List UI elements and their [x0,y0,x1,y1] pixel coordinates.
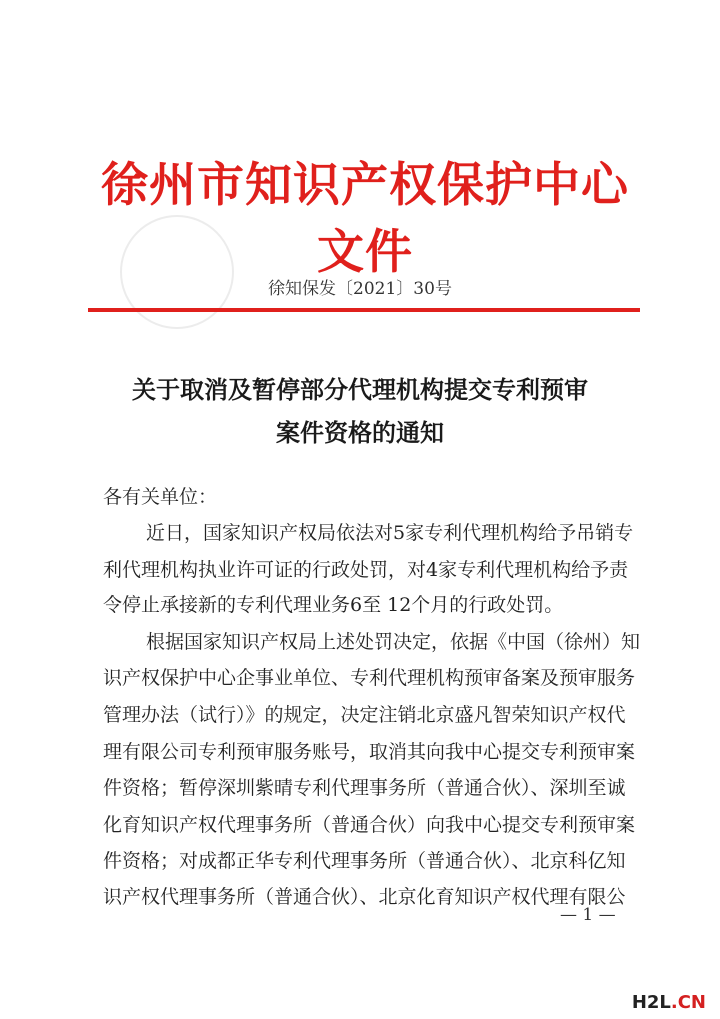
site-watermark [632,992,706,1013]
body-line: 管理办法（试行）》的规定，决定注销北京盛凡智荣知识产权代 [103,704,626,726]
body-line: 令停止承接新的专利代理业务6至 12个月的行政处罚。 [103,594,564,616]
red-divider [88,308,640,312]
body-line: 化育知识产权代理事务所（普通合伙）向我中心提交专利预审案 [103,814,636,836]
body-line: 根据国家知识产权局上述处罚决定，依据《中国（徐州）知 [146,631,641,653]
body-line: 近日，国家知识产权局依法对5家专利代理机构给予吊销专 [146,522,634,544]
notice-title-line-2: 案件资格的通知 [276,418,444,447]
body-line: 识产权代理事务所（普通合伙）、北京化育知识产权代理有限公 [103,886,626,908]
body-line: 件资格；暂停深圳紫晴专利代理事务所（普通合伙）、深圳至诚 [103,777,626,799]
body-line: 识产权保护中心企事业单位、专利代理机构预审备案及预审服务 [103,667,636,689]
watermark-part-1: H2L [631,992,671,1013]
page-number: — 1 — [560,905,616,925]
body-line: 理有限公司专利预审服务账号，取消其向我中心提交专利预审案 [103,741,636,763]
body-line: 利代理机构执业许可证的行政处罚，对4家专利代理机构给予责 [103,559,629,581]
document-number: 徐知保发〔2021〕30号 [268,279,452,299]
issuing-org-header: 徐州市知识产权保护中心文件 [101,158,629,280]
body-line: 件资格；对成都正华专利代理事务所（普通合伙）、北京科亿知 [103,850,626,872]
salutation: 各有关单位： [103,486,218,508]
watermark-part-2: .CN [670,992,706,1013]
notice-title-line-1: 关于取消及暂停部分代理机构提交专利预审 [132,375,588,404]
